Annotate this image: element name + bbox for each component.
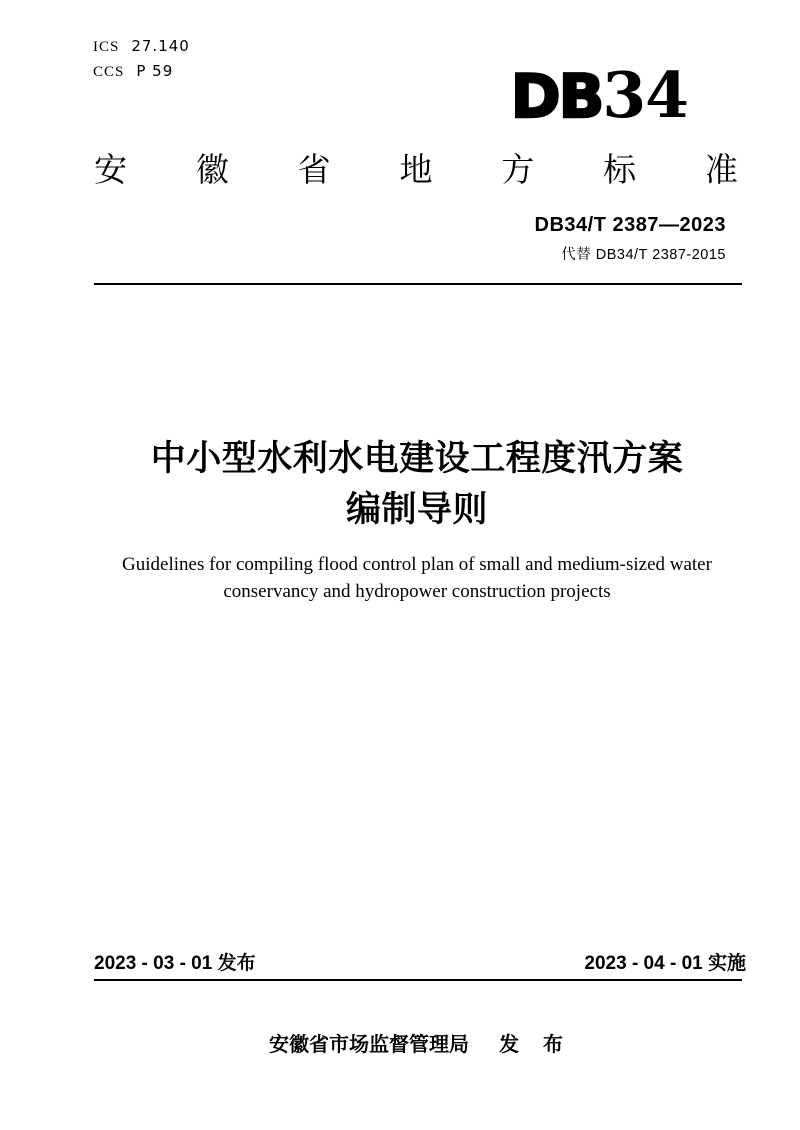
db34-logo-number: 34 bbox=[602, 58, 688, 132]
document-title-en-line1: Guidelines for compiling flood control plan of small and medium-sized water bbox=[122, 554, 712, 575]
header-rule bbox=[94, 283, 742, 285]
issue-date: 2023 - 03 - 01 发布 bbox=[94, 953, 256, 974]
standard-type-char: 方 bbox=[501, 151, 535, 188]
ccs-value: P 59 bbox=[136, 62, 174, 80]
footer-rule bbox=[94, 979, 742, 981]
standard-type-title bbox=[94, 149, 738, 191]
standard-type-char: 省 bbox=[297, 151, 331, 188]
implement-date: 2023 - 04 - 01 实施 bbox=[584, 953, 746, 974]
publish-action: 发 布 bbox=[499, 1034, 565, 1056]
standard-type-char: 地 bbox=[399, 151, 433, 188]
document-title-line2: 编制导则 bbox=[345, 490, 488, 529]
document-title-line1: 中小型水利水电建设工程度汛方案 bbox=[150, 439, 684, 478]
replaces-note: 代替 DB34/T 2387-2015 bbox=[561, 247, 726, 263]
document-title-en-line2: conservancy and hydropower construction projects bbox=[223, 581, 611, 602]
standard-type-char: 标 bbox=[603, 151, 637, 188]
dates-row bbox=[94, 948, 746, 975]
document-title-zh bbox=[77, 433, 757, 535]
ics-line bbox=[93, 34, 190, 59]
publisher-name: 安徽省市场监督管理局 bbox=[269, 1034, 469, 1056]
db34-logo-prefix: DB bbox=[510, 62, 603, 132]
db34-logo bbox=[510, 58, 688, 132]
standard-type-char: 准 bbox=[704, 151, 738, 188]
ics-label: ICS bbox=[93, 39, 120, 55]
standard-type-char: 徽 bbox=[195, 151, 229, 188]
standard-number: DB34/T 2387—2023 bbox=[534, 214, 726, 236]
document-title-en bbox=[60, 551, 774, 605]
classification-codes bbox=[93, 34, 190, 84]
ccs-label: CCS bbox=[93, 64, 125, 80]
publisher-line bbox=[77, 1028, 757, 1057]
ccs-line bbox=[93, 59, 190, 84]
standard-type-char: 安 bbox=[94, 151, 127, 188]
ics-value: 27.140 bbox=[131, 37, 190, 55]
